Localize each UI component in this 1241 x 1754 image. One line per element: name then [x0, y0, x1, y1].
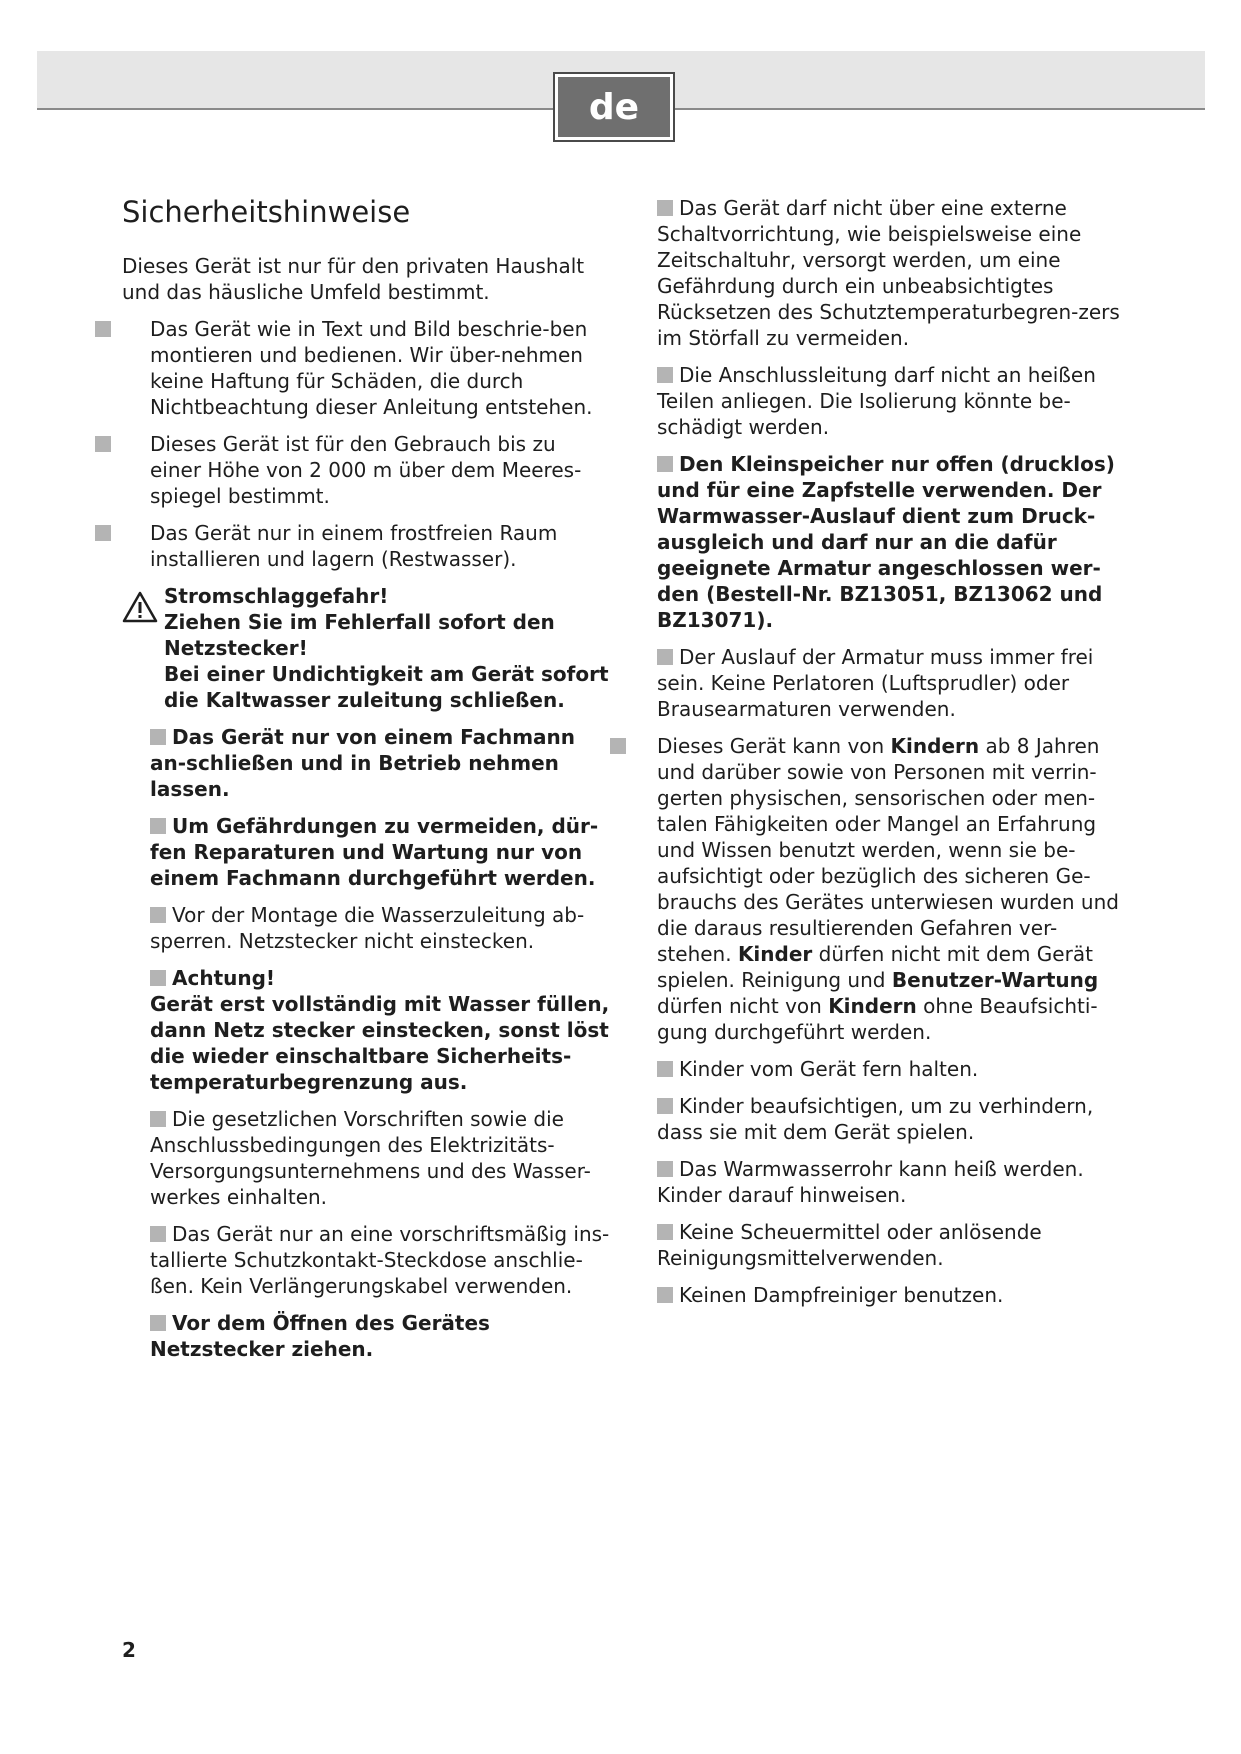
bullet-square-icon: [150, 907, 166, 923]
warning-line-1: Stromschlaggefahr!: [164, 584, 389, 608]
safety-item: Um Gefährdungen zu vermeiden, dür-fen Reparaturen und Wartung nur von einem Fachmann durchgeführt werden.: [150, 814, 599, 890]
achtung-notice: Achtung! Gerät erst vollständig mit Wasser füllen, dann Netz stecker einstecken, sonst löst die wieder einschaltbare Sicherheits-temperaturbegrenzung aus.: [122, 965, 612, 1095]
bullet-square-icon: [150, 1315, 166, 1331]
safety-item: Kinder beaufsichtigen, um zu verhindern, dass sie mit dem Gerät spielen.: [657, 1094, 1094, 1144]
intro-text: Dieses Gerät ist nur für den privaten Haushalt und das häusliche Umfeld bestimmt.: [122, 254, 585, 304]
bullet-square-icon: [657, 1224, 673, 1240]
bullet-square-icon: [657, 367, 673, 383]
warning-line-2: Ziehen Sie im Fehlerfall sofort den Netzstecker!: [164, 610, 555, 660]
safety-item: Das Gerät nur an eine vorschriftsmäßig ins-tallierte Schutzkontakt-Steckdose anschlie-ßen. Kein Verlängerungskabel verwenden.: [150, 1222, 610, 1298]
bullet-square-icon: [95, 436, 111, 452]
bullet-square-icon: [95, 321, 111, 337]
bullet-square-icon: [150, 970, 166, 986]
language-badge: [553, 72, 675, 142]
right-column: [637, 195, 1127, 1319]
bullet-square-icon: [610, 738, 626, 754]
bullet-square-icon: [150, 729, 166, 745]
safety-item: Die gesetzlichen Vorschriften sowie die Anschlussbedingungen des Elektrizitäts-Versorgungsunternehmens und des Wasser-werkes einhalten.: [150, 1107, 591, 1209]
children-safety-item: Dieses Gerät kann von Kindern ab 8 Jahren und darüber sowie von Personen mit verrin-gerten physischen, sensorischen oder men-talen Fähigkeiten oder Mangel an Erfahrung und Wissen benutzt werden, wenn sie be-aufsichtigt oder bezüglich des sicheren Ge-brauchs des Gerätes unterwiesen wurden und die daraus resultierenden Gefahren ver-stehen. Kinder dürfen nicht mit dem Gerät spielen. Reinigung und Benutzer-Wartung dürfen nicht von Kindern ohne Beaufsichti-gung durchgeführt werden.: [637, 733, 1127, 1045]
safety-item: Keine Scheuermittel oder anlösende Reinigungsmittelverwenden.: [657, 1220, 1042, 1270]
bullet-square-icon: [657, 1098, 673, 1114]
achtung-text: Gerät erst vollständig mit Wasser füllen, dann Netz stecker einstecken, sonst löst die wieder einschaltbare Sicherheits-temperaturbegrenzung aus.: [150, 992, 610, 1094]
bullet-square-icon: [150, 818, 166, 834]
safety-item: Das Gerät nur von einem Fachmann an-schließen und in Betrieb nehmen lassen.: [150, 725, 576, 801]
safety-item: Die Anschlussleitung darf nicht an heißen Teilen anliegen. Die Isolierung könnte be-schädigt werden.: [657, 363, 1096, 439]
warning-line-3: Bei einer Undichtigkeit am Gerät sofort die Kaltwasser zuleitung schließen.: [164, 662, 609, 712]
bullet-square-icon: [95, 525, 111, 541]
bullet-square-icon: [657, 200, 673, 216]
safety-item: Keinen Dampfreiniger benutzen.: [637, 1282, 1127, 1308]
safety-item: Vor dem Öffnen des Gerätes Netzstecker ziehen.: [150, 1311, 490, 1361]
page-number: 2: [122, 1638, 136, 1662]
bullet-square-icon: [657, 1161, 673, 1177]
bullet-square-icon: [657, 649, 673, 665]
safety-item: Das Gerät darf nicht über eine externe Schaltvorrichtung, wie beispielsweise eine Zeitschaltuhr, versorgt werden, um eine Gefährdung durch ein unbeabsichtigtes Rücksetzen des Schutztemperaturbegren-zers im Störfall zu vermeiden.: [657, 196, 1120, 350]
safety-item: Das Warmwasserrohr kann heiß werden. Kinder darauf hinweisen.: [657, 1157, 1084, 1207]
language-badge-label: de: [558, 77, 670, 137]
bullet-square-icon: [150, 1226, 166, 1242]
bullet-square-icon: [657, 1287, 673, 1303]
bullet-square-icon: [150, 1111, 166, 1127]
bullet-square-icon: [657, 456, 673, 472]
bullet-square-icon: [657, 1061, 673, 1077]
safety-item: Der Auslauf der Armatur muss immer frei sein. Keine Perlatoren (Luftsprudler) oder Brausearmaturen verwenden.: [657, 645, 1094, 721]
safety-item: Dieses Gerät ist für den Gebrauch bis zu einer Höhe von 2 000 m über dem Meeres-spiegel bestimmt.: [122, 431, 612, 509]
warning-triangle-icon: [122, 591, 158, 623]
page-title: Sicherheitshinweise: [122, 195, 411, 229]
electric-shock-warning: [122, 583, 612, 713]
safety-item: Das Gerät wie in Text und Bild beschrie-ben montieren und bedienen. Wir über-nehmen keine Haftung für Schäden, die durch Nichtbeachtung dieser Anleitung entstehen.: [122, 316, 612, 420]
safety-item: Kinder vom Gerät fern halten.: [637, 1056, 1127, 1082]
left-column: [122, 195, 612, 1373]
safety-item: Vor der Montage die Wasserzuleitung ab-sperren. Netzstecker nicht einstecken.: [150, 903, 585, 953]
safety-item: Das Gerät nur in einem frostfreien Raum installieren und lagern (Restwasser).: [122, 520, 612, 572]
safety-item: Den Kleinspeicher nur offen (drucklos) und für eine Zapfstelle verwenden. Der Warmwasser-Auslauf dient zum Druck-ausgleich und darf nur an die dafür geeignete Armatur angeschlossen wer-den (Bestell-Nr. BZ13051, BZ13062 und BZ13071).: [657, 452, 1115, 632]
